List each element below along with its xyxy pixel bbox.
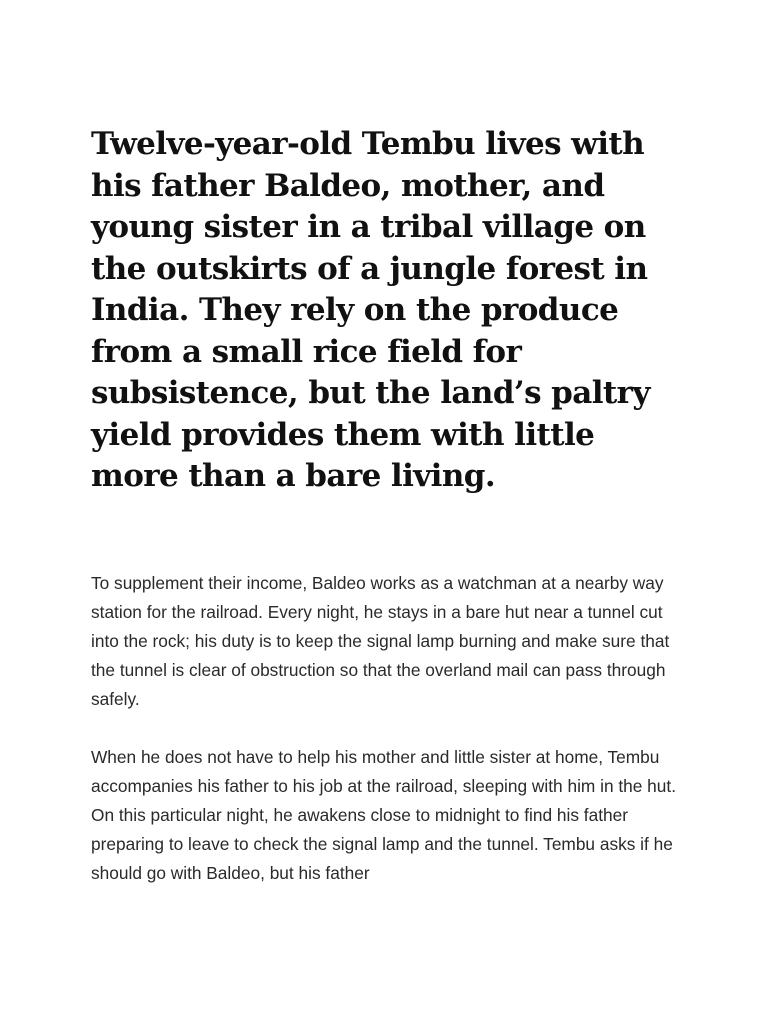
body-paragraph-2: When he does not have to help his mother and little sister at home, Tembu accompanies his father to his job at the railroad, sleeping with him in the hut. On this particular night, he awakens close to midnight to find his father preparing to leave to check the signal lamp and the tunnel. Tembu asks if he should go with Baldeo, but his father xyxy=(91,747,677,883)
lead-paragraph: Twelve-year-old Tembu lives with his father Baldeo, mother, and young sister in a tribal village on the outskirts of a jungle forest in India. They rely on the produce from a small rice field for subsistence, but the land’s paltry yield provides them with little more than a bare living. xyxy=(91,126,650,494)
body-paragraph-1: To supplement their income, Baldeo works as a watchman at a nearby way station for the railroad. Every night, he stays in a bare hut near a tunnel cut into the rock; his duty is to keep the signal lamp burning and make sure that the tunnel is clear of obstruction so that the overland mail can pass through safely. xyxy=(91,573,670,709)
